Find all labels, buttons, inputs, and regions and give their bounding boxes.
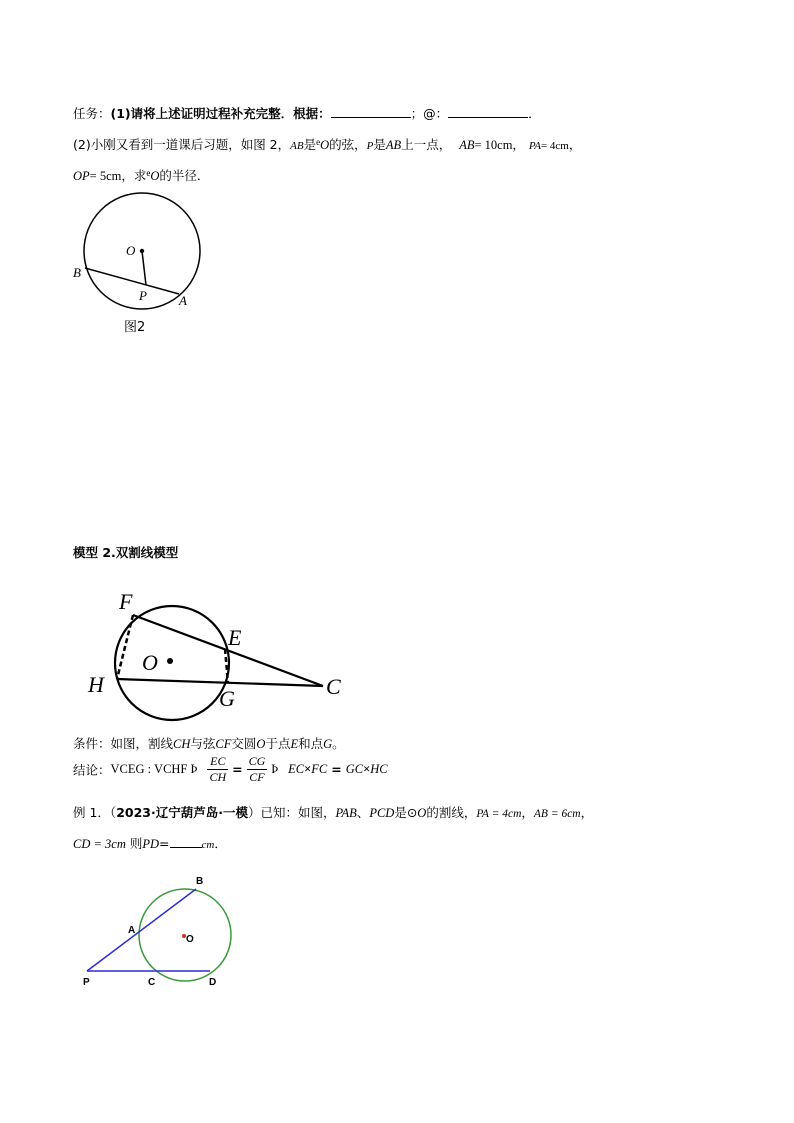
point-text: 上一点， xyxy=(401,137,452,152)
example1-line2 xyxy=(73,834,227,852)
example1-line1 xyxy=(73,803,593,821)
example-suffix: ）已知：如图， xyxy=(247,805,336,820)
cond-mid3: 于点 xyxy=(265,736,291,751)
cond-mid1: 与弦 xyxy=(190,736,216,751)
circle-o: O xyxy=(320,138,330,152)
is-circle: 是⊙ xyxy=(394,805,418,820)
p-label: P xyxy=(366,140,374,152)
label-p3: P xyxy=(83,977,90,988)
center-dot-o xyxy=(140,249,144,253)
figure-2 xyxy=(60,188,210,338)
segment-op xyxy=(142,251,146,285)
given-ab: AB = 6cm xyxy=(533,808,581,820)
result-ec: EC xyxy=(288,762,305,776)
ab-eq: AB xyxy=(459,138,475,152)
label-a: A xyxy=(179,293,187,308)
comma-2: ， xyxy=(568,137,582,152)
ab-label-2: AB xyxy=(385,138,402,152)
condition-line xyxy=(73,734,345,752)
example-prefix: 例 1．（ xyxy=(73,805,117,820)
ask-pd: PD xyxy=(142,837,160,851)
result-hc: HC xyxy=(370,762,388,776)
given-cd: CD = 3cm xyxy=(73,837,126,851)
label-d3: D xyxy=(209,977,217,988)
label-o2: O xyxy=(142,650,158,675)
center-dot xyxy=(167,658,173,664)
op-eq: OP xyxy=(73,169,90,183)
implies-sign: Þ xyxy=(271,762,279,776)
label-f: F xyxy=(119,589,133,614)
frac2-den: CF xyxy=(249,770,265,784)
cond-g: G xyxy=(323,737,333,751)
label-c: C xyxy=(326,674,341,699)
secant-pcd: PCD xyxy=(369,806,395,820)
p-on: 是 xyxy=(373,137,386,152)
conclusion-line xyxy=(73,754,388,785)
pd-answer-blank[interactable] xyxy=(170,835,202,848)
label-c3: C xyxy=(148,977,156,988)
label-p: P xyxy=(139,288,147,303)
example-source: 2023·辽宁葫芦岛·一模 xyxy=(116,805,248,820)
label-h: H xyxy=(88,672,104,697)
figure-double-secant xyxy=(80,585,360,730)
task-prefix: 任务： xyxy=(73,106,111,121)
ab-label: AB xyxy=(290,140,304,152)
comma-1: ， xyxy=(512,137,525,152)
op-value: = 5cm xyxy=(89,169,122,183)
times-2: × xyxy=(363,762,371,776)
label-o3: O xyxy=(186,934,194,945)
cond-e: E xyxy=(290,737,299,751)
problem2-line1 xyxy=(73,135,581,153)
conclusion-prefix: 结论： xyxy=(73,762,111,778)
figure-example1 xyxy=(78,868,248,998)
is-chord: 是 xyxy=(303,137,317,152)
then-text: 则 xyxy=(125,836,143,851)
problem2-line2 xyxy=(73,166,209,184)
comma-4: ， xyxy=(580,805,594,820)
frac2-num: CG xyxy=(248,754,266,768)
example-o: O xyxy=(417,806,427,820)
problem2-intro: (2)小刚又看到一道课后习题，如图 2， xyxy=(73,137,291,152)
times-1: × xyxy=(304,762,312,776)
fraction-cg-cf xyxy=(247,754,268,785)
task-separator: ；@： xyxy=(410,106,449,121)
cond-end: 。 xyxy=(332,736,345,751)
frac1-den: CH xyxy=(209,770,227,784)
secant-text: 的割线， xyxy=(426,805,477,820)
pa-value: = 4cm xyxy=(540,140,569,152)
label-b: B xyxy=(73,265,81,280)
given-pa: PA = 4cm xyxy=(476,808,522,820)
dun-mark: 、 xyxy=(356,805,370,820)
frac1-num: EC xyxy=(207,754,228,770)
ask-circle-symbol: e xyxy=(146,168,151,178)
answer-blank-1[interactable] xyxy=(331,105,411,118)
label-a3: A xyxy=(128,925,136,936)
result-fc: FC xyxy=(311,762,328,776)
cond-mid4: 和点 xyxy=(298,736,324,751)
equals-sign-2: = xyxy=(331,762,342,777)
ask-end: 的半径． xyxy=(159,168,210,183)
condition-prefix: 条件：如图，割线 xyxy=(73,736,174,751)
pd-equals: = xyxy=(159,836,170,851)
label-o: O xyxy=(126,243,136,258)
secant-pab: PAB xyxy=(335,806,357,820)
example-end: ． xyxy=(214,836,227,851)
label-g: G xyxy=(219,686,235,711)
cond-mid2: 交圆 xyxy=(231,736,257,751)
model2-title: 模型 2.双割线模型 xyxy=(73,545,179,560)
pa-eq: PA xyxy=(528,140,541,152)
label-e: E xyxy=(228,625,242,650)
ask-circle-o: O xyxy=(150,169,160,183)
dashed-fh xyxy=(117,615,133,679)
answer-blank-2[interactable] xyxy=(448,105,528,118)
cond-cf: CF xyxy=(215,737,232,751)
task-line xyxy=(73,104,541,122)
unit-cm: cm xyxy=(201,839,215,851)
fraction-ec-ch xyxy=(207,754,228,785)
cond-ch: CH xyxy=(173,737,191,751)
secant-pb xyxy=(87,889,196,971)
ab-value: = 10cm xyxy=(474,138,513,152)
equals-sign: = xyxy=(232,762,243,777)
similar-statement: VCEG : VCHF Þ xyxy=(110,762,198,776)
chord-text: 的弦， xyxy=(329,137,367,152)
circle-symbol: e xyxy=(316,137,321,147)
comma-3: ， xyxy=(521,805,534,820)
figure2-caption: 图2 xyxy=(124,320,146,335)
label-b3: B xyxy=(196,876,204,887)
result-gc: GC xyxy=(345,762,364,776)
task-end: ． xyxy=(528,106,541,121)
cond-o: O xyxy=(256,737,266,751)
secant-hc xyxy=(117,679,323,686)
task-part1: (1)请将上述证明过程补充完整．根据： xyxy=(110,106,331,121)
ask-text: ，求 xyxy=(121,168,147,183)
